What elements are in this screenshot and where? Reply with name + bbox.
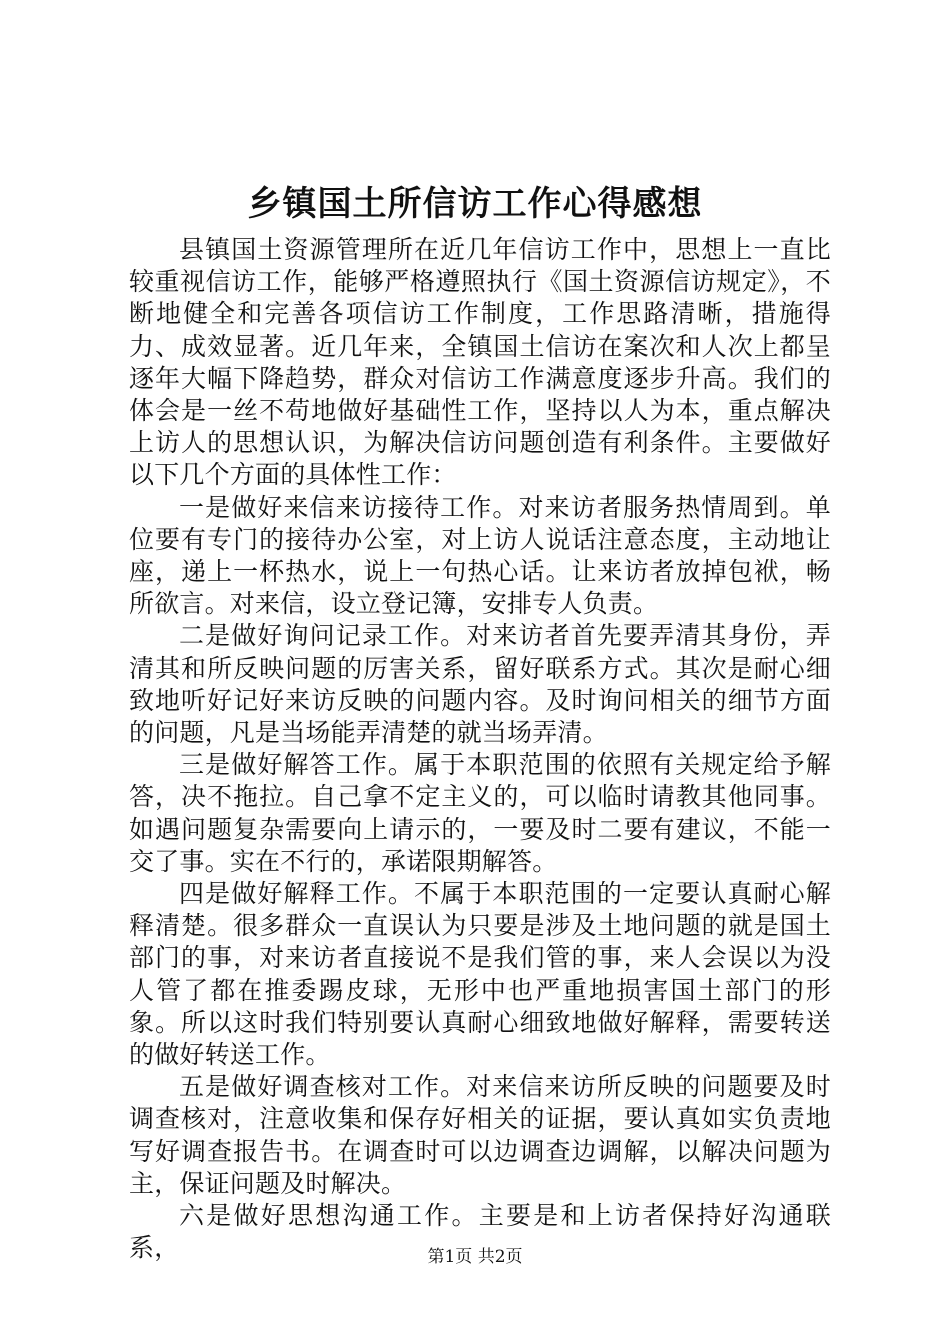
page-number-footer: 第1页 共2页 (427, 1247, 523, 1267)
paragraph-investigation: 五是做好调查核对工作。对来信来访所反映的问题要及时调查核对，注意收集和保存好相关的证据，要认真如实负责地写好调查报告书。在调查时可以边调查边调解，以解决问题为主，保证问题及时解决。 (129, 1072, 831, 1198)
document-title: 乡镇国土所信访工作心得感想 (247, 184, 703, 224)
paragraph-inquiry-record: 二是做好询问记录工作。对来访者首先要弄清其身份，弄清其和所反映问题的厉害关系，留好联系方式。其次是耐心细致地听好记好来访反映的问题内容。及时询问相关的细节方面的问题，凡是当场能弄清楚的就当场弄清。 (129, 621, 831, 748)
intro-paragraph: 县镇国土资源管理所在近几年信访工作中，思想上一直比较重视信访工作，能够严格遵照执行《国土资源信访规定》，不断地健全和完善各项信访工作制度，工作思路清晰，措施得力、成效显著。近几年来，全镇国土信访在案次和人次上都呈逐年大幅下降趋势，群众对信访工作满意度逐步升高。我们的体会是一丝不苟地做好基础性工作，坚持以人为本，重点解决上访人的思想认识，为解决信访问题创造有利条件。主要做好以下几个方面的具体性工作： (129, 235, 831, 490)
paragraph-reception: 一是做好来信来访接待工作。对来访者服务热情周到。单位要有专门的接待办公室，对上访人说话注意态度，主动地让座，递上一杯热水，说上一句热心话。让来访者放掉包袱，畅所欲言。对来信，设立登记簿，安排专人负责。 (129, 492, 831, 619)
paragraph-communication: 六是做好思想沟通工作。主要是和上访者保持好沟通联系， (129, 1201, 831, 1263)
paragraph-answering: 三是做好解答工作。属于本职范围的依照有关规定给予解答，决不拖拉。自己拿不定主义的，可以临时请教其他同事。如遇问题复杂需要向上请示的，一要及时二要有建议，不能一交了事。实在不行的，承诺限期解答。 (129, 750, 831, 876)
document-body (129, 234, 831, 1265)
paragraph-explanation: 四是做好解释工作。不属于本职范围的一定要认真耐心解释清楚。很多群众一直误认为只要是涉及土地问题的就是国土部门的事，对来访者直接说不是我们管的事，来人会误以为没人管了都在推委踢皮球，无形中也严重地损害国土部门的形象。所以这时我们特别要认真耐心细致地做好解释，需要转送的做好转送工作。 (129, 879, 831, 1070)
